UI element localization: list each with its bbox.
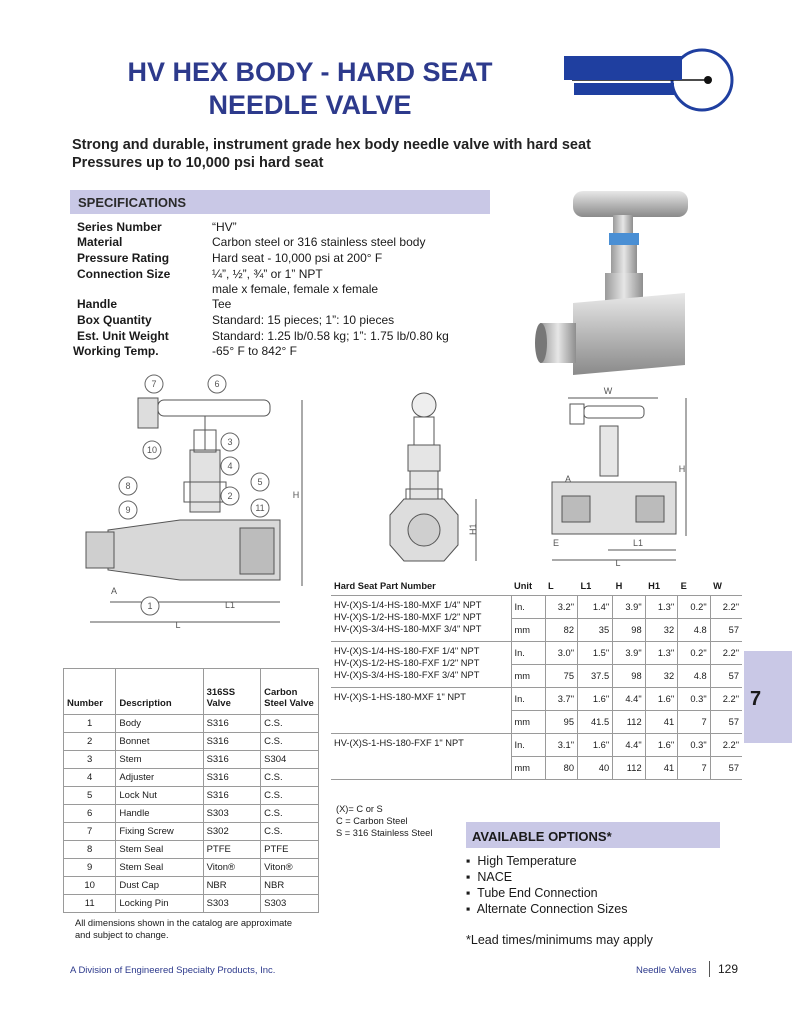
table-row <box>331 642 742 665</box>
material-316ss: S316 <box>203 715 261 733</box>
part-number: 6 <box>64 805 116 823</box>
value-cell: 1.4" <box>578 596 613 619</box>
value-cell: 41 <box>645 757 678 780</box>
dim-a-side-label: A <box>564 474 572 484</box>
pic-gauges-logo <box>562 46 742 114</box>
value-cell: 3.7" <box>545 688 578 711</box>
intro-line-2: Pressures up to 10,000 psi hard seat <box>72 155 324 171</box>
col-316ss <box>203 669 261 715</box>
value-cell: 0.2" <box>678 596 711 619</box>
value-cell: 112 <box>613 757 646 780</box>
dimensions-disclaimer <box>75 917 292 941</box>
part-number: HV-(X)S-1/2-HS-180-FXF 1/2" NPT <box>334 658 480 668</box>
value-cell: 4.4" <box>613 734 646 757</box>
value-cell: 41 <box>645 711 678 734</box>
unit-cell: mm <box>511 665 545 688</box>
option-label: Tube End Connection <box>477 886 598 900</box>
unit-cell: In. <box>511 642 545 665</box>
product-photo <box>515 185 725 385</box>
material-316ss: Viton® <box>203 859 261 877</box>
value-cell: 4.8 <box>678 665 711 688</box>
part-number-cell <box>331 734 511 780</box>
valve-cross-section-drawing <box>80 370 320 632</box>
specifications-heading-bar <box>70 190 490 214</box>
value-cell: 32 <box>645 665 678 688</box>
part-number: 4 <box>64 769 116 787</box>
option-label: NACE <box>477 870 513 884</box>
value-cell: 98 <box>613 665 646 688</box>
callout-1: 1 <box>147 601 153 611</box>
legend-line: (X)= C or S <box>336 804 383 814</box>
value-cell: 80 <box>545 757 578 780</box>
unit-cell: In. <box>511 596 545 619</box>
part-number: HV-(X)S-1/4-HS-180-MXF 1/4" NPT <box>334 600 482 610</box>
value-cell: 57 <box>710 757 742 780</box>
spec-value: -65° F to 842° F <box>212 344 297 358</box>
spec-label: Est. Unit Weight <box>77 329 169 343</box>
material-cs: C.S. <box>261 715 319 733</box>
part-description: Bonnet <box>116 733 203 751</box>
col-carbon-steel <box>261 669 319 715</box>
col-h1: H1 <box>645 577 678 596</box>
list-item <box>466 853 627 869</box>
part-description: Body <box>116 715 203 733</box>
spec-label: Pressure Rating <box>77 251 170 265</box>
dim-h-label: H <box>292 490 300 500</box>
parts-table-header <box>64 669 319 715</box>
value-cell: 1.3" <box>645 596 678 619</box>
option-label: High Temperature <box>477 854 577 868</box>
part-number: HV-(X)S-3/4-HS-180-FXF 3/4" NPT <box>334 670 480 680</box>
unit-cell: mm <box>511 619 545 642</box>
spec-value: ¼”, ½”, ¾” or 1” NPT <box>212 267 323 281</box>
part-number: 5 <box>64 787 116 805</box>
table-row <box>64 823 319 841</box>
value-cell: 0.3" <box>678 734 711 757</box>
disclaimer-line: All dimensions shown in the catalog are approximate <box>75 918 293 928</box>
part-number: 11 <box>64 895 116 913</box>
spec-label: Box Quantity <box>77 313 152 327</box>
part-number-cell <box>331 596 511 642</box>
spec-label: Handle <box>77 297 118 311</box>
callout-4: 4 <box>227 461 233 471</box>
footer-divider <box>709 961 710 977</box>
material-cs: C.S. <box>261 733 319 751</box>
col-h: H <box>613 577 646 596</box>
specifications-list <box>72 220 512 360</box>
value-cell: 4.4" <box>613 688 646 711</box>
table-row <box>64 715 319 733</box>
part-description: Stem Seal <box>116 859 203 877</box>
material-cs: NBR <box>261 877 319 895</box>
part-number-cell <box>331 642 511 688</box>
material-cs: S304 <box>261 751 319 769</box>
table-row <box>64 895 319 913</box>
part-description: Stem Seal <box>116 841 203 859</box>
part-number: HV-(X)S-1-HS-180-FXF 1" NPT <box>334 738 464 748</box>
value-cell: 4.8 <box>678 619 711 642</box>
dim-w-label: W <box>603 386 613 396</box>
value-cell: 2.2" <box>710 596 742 619</box>
value-cell: 1.6" <box>578 688 613 711</box>
callout-7: 7 <box>151 379 157 389</box>
spec-value: Standard: 15 pieces; 1”: 10 pieces <box>212 313 395 327</box>
lead-time-footnote: *Lead times/minimums may apply <box>466 933 653 947</box>
dim-a-label: A <box>110 586 118 596</box>
callout-3: 3 <box>227 437 233 447</box>
part-description: Adjuster <box>116 769 203 787</box>
value-cell: 0.2" <box>678 642 711 665</box>
value-cell: 112 <box>613 711 646 734</box>
bullet-icon: ▪ <box>466 870 471 884</box>
col-description: Description <box>116 669 203 715</box>
footer-section: Needle Valves <box>636 965 697 976</box>
material-cs: S303 <box>261 895 319 913</box>
value-cell: 3.1" <box>545 734 578 757</box>
part-number: HV-(X)S-1/2-HS-180-MXF 1/2" NPT <box>334 612 482 622</box>
spec-value: “HV” <box>212 220 237 234</box>
spec-value: Hard seat - 10,000 psi at 200° F <box>212 251 383 265</box>
list-item <box>466 869 627 885</box>
list-item <box>466 901 627 917</box>
part-description: Fixing Screw <box>116 823 203 841</box>
callout-6: 6 <box>214 379 220 389</box>
value-cell: 7 <box>678 711 711 734</box>
table-row <box>64 841 319 859</box>
valve-front-view-drawing <box>380 385 490 565</box>
section-tab-number: 7 <box>750 688 762 710</box>
intro-text <box>72 136 591 172</box>
bullet-icon: ▪ <box>466 886 471 900</box>
value-cell: 1.6" <box>578 734 613 757</box>
dim-l1-label: L1 <box>224 600 236 610</box>
footer-company: A Division of Engineered Specialty Products, Inc. <box>70 965 276 976</box>
part-description: Handle <box>116 805 203 823</box>
bullet-icon: ▪ <box>466 854 471 868</box>
table-row <box>64 769 319 787</box>
dim-e-label: E <box>552 538 560 548</box>
part-number: 10 <box>64 877 116 895</box>
material-cs: C.S. <box>261 805 319 823</box>
material-316ss: S303 <box>203 895 261 913</box>
col-l1: L1 <box>578 577 613 596</box>
material-cs: Viton® <box>261 859 319 877</box>
part-number: 8 <box>64 841 116 859</box>
callout-8: 8 <box>125 481 131 491</box>
spec-value: Tee <box>212 297 232 311</box>
page-title <box>60 56 560 122</box>
callout-9: 9 <box>125 505 131 515</box>
spec-label: Material <box>77 235 123 249</box>
unit-cell: mm <box>511 757 545 780</box>
material-316ss: S303 <box>203 805 261 823</box>
value-cell: 0.3" <box>678 688 711 711</box>
part-number: HV-(X)S-3/4-HS-180-MXF 3/4" NPT <box>334 624 482 634</box>
col-e: E <box>678 577 711 596</box>
part-number: HV-(X)S-1/4-HS-180-FXF 1/4" NPT <box>334 646 480 656</box>
value-cell: 2.2" <box>710 734 742 757</box>
value-cell: 3.0" <box>545 642 578 665</box>
value-cell: 57 <box>710 665 742 688</box>
material-316ss: NBR <box>203 877 261 895</box>
dim-l-label: L <box>175 620 181 630</box>
value-cell: 82 <box>545 619 578 642</box>
value-cell: 1.3" <box>645 642 678 665</box>
col-number: Number <box>64 669 116 715</box>
value-cell: 95 <box>545 711 578 734</box>
unit-cell: In. <box>511 734 545 757</box>
spec-label: Series Number <box>77 220 162 234</box>
list-item <box>466 885 627 901</box>
page-number: 129 <box>718 962 739 976</box>
unit-cell: In. <box>511 688 545 711</box>
table-row <box>64 805 319 823</box>
value-cell: 2.2" <box>710 642 742 665</box>
value-cell: 32 <box>645 619 678 642</box>
part-number: 9 <box>64 859 116 877</box>
value-cell: 40 <box>578 757 613 780</box>
part-number: HV-(X)S-1-HS-180-MXF 1" NPT <box>334 692 466 702</box>
table-row <box>64 787 319 805</box>
part-number: 3 <box>64 751 116 769</box>
value-cell: 57 <box>710 619 742 642</box>
table-row <box>64 859 319 877</box>
spec-value: male x female, female x female <box>212 282 379 296</box>
part-description: Lock Nut <box>116 787 203 805</box>
col-unit: Unit <box>511 577 545 596</box>
title-line-1: HV HEX BODY - HARD SEAT <box>127 57 493 87</box>
valve-side-view-drawing <box>548 386 698 566</box>
value-cell: 75 <box>545 665 578 688</box>
table-row <box>331 734 742 757</box>
dimension-table <box>331 577 742 780</box>
table-row <box>64 877 319 895</box>
disclaimer-line: and subject to change. <box>75 930 169 940</box>
legend-line: C = Carbon Steel <box>336 816 408 826</box>
value-cell: 2.2" <box>710 688 742 711</box>
material-legend <box>336 803 432 839</box>
value-cell: 1.6" <box>645 688 678 711</box>
material-316ss: S302 <box>203 823 261 841</box>
value-cell: 57 <box>710 711 742 734</box>
value-cell: 37.5 <box>578 665 613 688</box>
part-number-cell <box>331 688 511 734</box>
col-w: W <box>710 577 742 596</box>
dimension-table-header <box>331 577 742 596</box>
material-316ss: S316 <box>203 787 261 805</box>
dim-l1-side-label: L1 <box>632 538 644 548</box>
callout-10: 10 <box>146 445 158 455</box>
table-row <box>331 596 742 619</box>
material-cs: C.S. <box>261 769 319 787</box>
section-tab <box>744 651 792 743</box>
table-row <box>64 751 319 769</box>
material-316ss: S316 <box>203 733 261 751</box>
options-list <box>466 853 627 917</box>
table-row <box>331 688 742 711</box>
part-number: 2 <box>64 733 116 751</box>
parts-table <box>63 668 319 913</box>
part-description: Stem <box>116 751 203 769</box>
material-cs: C.S. <box>261 823 319 841</box>
available-options-heading: AVAILABLE OPTIONS* <box>472 829 612 844</box>
title-line-2: NEEDLE VALVE <box>208 90 412 120</box>
bullet-icon: ▪ <box>466 902 471 916</box>
dim-h-side-label: H <box>678 464 686 474</box>
value-cell: 35 <box>578 619 613 642</box>
material-316ss: PTFE <box>203 841 261 859</box>
specifications-heading: SPECIFICATIONS <box>78 195 187 210</box>
spec-value: Standard: 1.25 lb/0.58 kg; 1”: 1.75 lb/0.80 kg <box>212 329 449 343</box>
material-cs: PTFE <box>261 841 319 859</box>
value-cell: 98 <box>613 619 646 642</box>
dim-h1-label: H1 <box>468 523 478 535</box>
col-316ss-label: 316SS Valve <box>206 687 236 709</box>
available-options-heading-bar <box>466 822 720 848</box>
intro-line-1: Strong and durable, instrument grade hex body needle valve with hard seat <box>72 137 591 153</box>
callout-5: 5 <box>257 477 263 487</box>
material-cs: C.S. <box>261 787 319 805</box>
part-number: 1 <box>64 715 116 733</box>
spec-label: Working Temp. <box>73 344 159 358</box>
callout-11: 11 <box>255 503 265 513</box>
value-cell: 1.5" <box>578 642 613 665</box>
material-316ss: S316 <box>203 769 261 787</box>
value-cell: 41.5 <box>578 711 613 734</box>
value-cell: 1.6" <box>645 734 678 757</box>
spec-label: Connection Size <box>77 267 171 281</box>
value-cell: 7 <box>678 757 711 780</box>
col-carbon-steel-label: Carbon Steel Valve <box>264 687 314 709</box>
part-description: Dust Cap <box>116 877 203 895</box>
part-number: 7 <box>64 823 116 841</box>
callout-2: 2 <box>227 491 233 501</box>
part-description: Locking Pin <box>116 895 203 913</box>
value-cell: 3.9" <box>613 596 646 619</box>
table-row <box>64 733 319 751</box>
col-part-number: Hard Seat Part Number <box>331 577 511 596</box>
option-label: Alternate Connection Sizes <box>476 902 628 916</box>
spec-value: Carbon steel or 316 stainless steel body <box>212 235 426 249</box>
col-l: L <box>545 577 578 596</box>
unit-cell: mm <box>511 711 545 734</box>
legend-line: S = 316 Stainless Steel <box>336 828 433 838</box>
dim-l-side-label: L <box>615 558 621 566</box>
material-316ss: S316 <box>203 751 261 769</box>
value-cell: 3.2" <box>545 596 578 619</box>
value-cell: 3.9" <box>613 642 646 665</box>
